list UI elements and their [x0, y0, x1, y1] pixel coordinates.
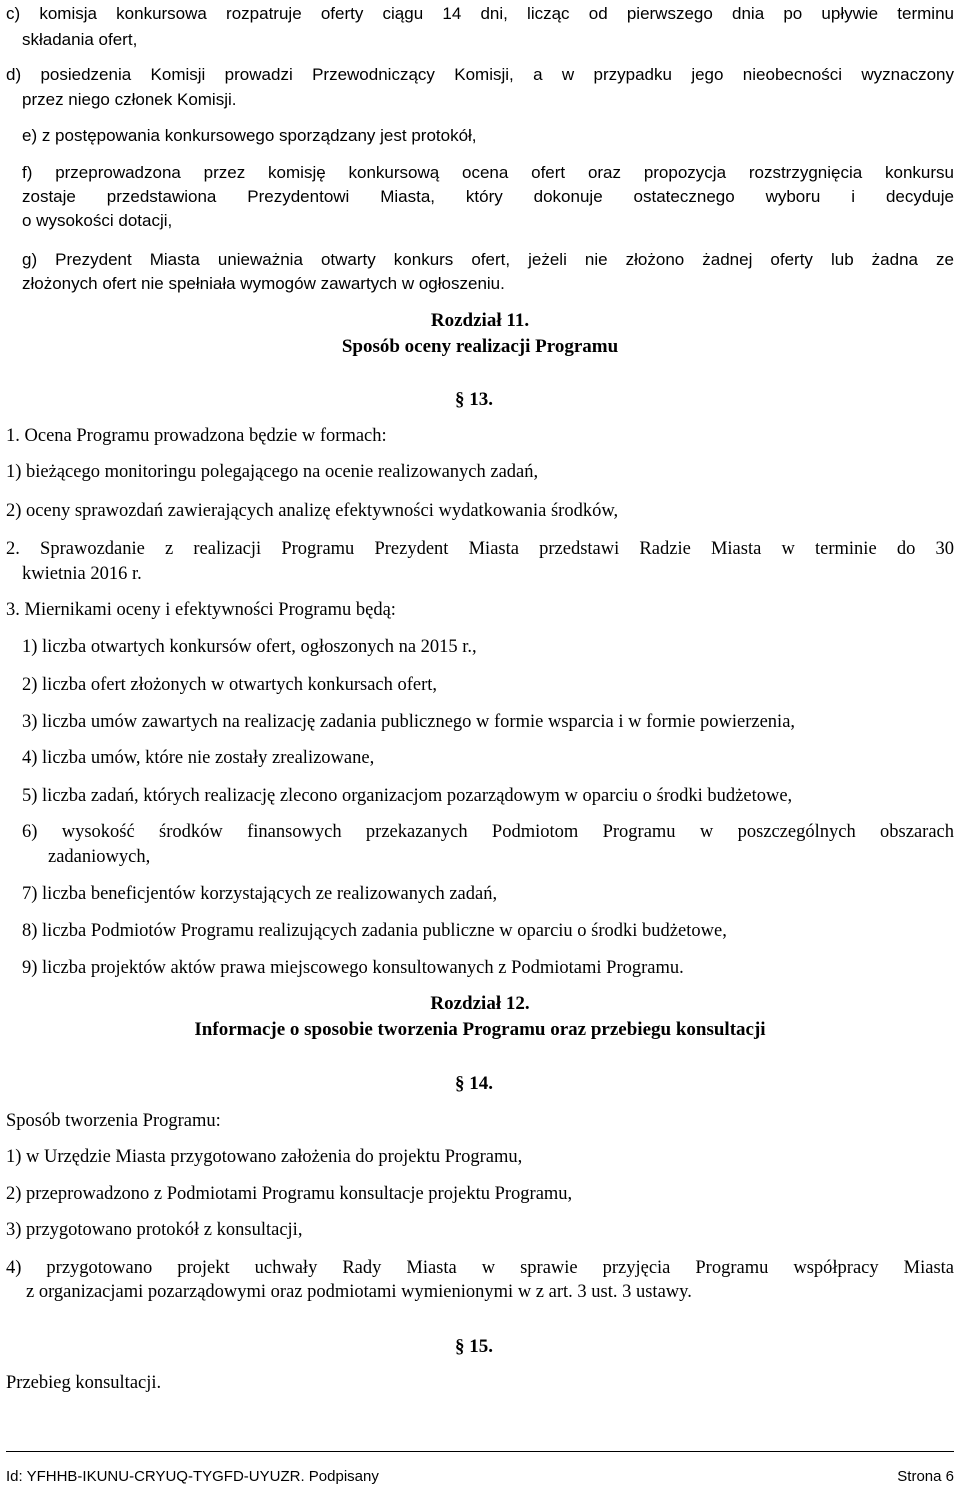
item-e: e) z postępowania konkursowego sporządzany jest protokół, — [22, 126, 477, 145]
miernik-4: 4) liczba umów, które nie zostały zrealizowane, — [22, 748, 375, 768]
mierniki-intro: 3. Miernikami oceny i efektywności Programu będą: — [6, 600, 396, 620]
paragraph-13-marker — [455, 388, 493, 412]
item-g-line2: złożonych ofert nie spełniała wymogów zawartych w ogłoszeniu. — [22, 274, 505, 293]
paragraph-15-number: 15. — [469, 1336, 493, 1357]
item-c-line1: c) komisja konkursowa rozpatruje oferty ciągu 14 dni, licząc od pierwszego dnia po upływie terminu — [6, 4, 954, 23]
tworzenie-item-2: 2) przeprowadzono z Podmiotami Programu konsultacje projektu Programu, — [6, 1184, 573, 1204]
tworzenie-item-1: 1) w Urzędzie Miasta przygotowano założenia do projektu Programu, — [6, 1147, 523, 1167]
ocena-item-1: 1) bieżącego monitoringu polegającego na ocenie realizowanych zadań, — [6, 462, 539, 482]
ocena-item-2: 2) oceny sprawozdań zawierających analizę efektywności wydatkowania środków, — [6, 501, 619, 521]
section-sign: § — [455, 389, 465, 410]
item-f-line3: o wysokości dotacji, — [22, 211, 173, 230]
footer-divider — [6, 1451, 954, 1452]
document-id: Id: YFHHB-IKUNU-CRYUQ-TYGFD-UYUZR. Podpisany — [6, 1468, 379, 1485]
miernik-6-line2: zadaniowych, — [48, 847, 151, 867]
section-sign: § — [455, 1336, 465, 1357]
paragraph-14-marker — [455, 1072, 493, 1096]
miernik-5: 5) liczba zadań, których realizację zlecono organizacjom pozarządowym w oparciu o środki budżetowe, — [22, 786, 793, 806]
miernik-1: 1) liczba otwartych konkursów ofert, ogłoszonych na 2015 r., — [22, 637, 477, 657]
sprawozdanie-line2: kwietnia 2016 r. — [22, 564, 142, 584]
chapter-11-heading: Rozdział 11. — [430, 310, 530, 331]
miernik-7: 7) liczba beneficjentów korzystających ze realizowanych zadań, — [22, 884, 498, 904]
tworzenie-item-4-line2: z organizacjami pozarządowymi oraz podmiotami wymienionymi w z art. 3 ust. 3 ustawy. — [26, 1282, 692, 1302]
ocena-intro: 1. Ocena Programu prowadzona będzie w formach: — [6, 426, 387, 446]
section-sign: § — [455, 1073, 465, 1094]
sprawozdanie-line1: 2. Sprawozdanie z realizacji Programu Prezydent Miasta przedstawi Radzie Miasta w terminie do 30 — [6, 539, 954, 559]
item-f-line2: zostaje przedstawiona Prezydentowi Miasta, który dokonuje ostatecznego wyboru i decyduje — [22, 187, 954, 206]
tworzenie-item-4-line1: 4) przygotowano projekt uchwały Rady Miasta w sprawie przyjęcia Programu współpracy Miasta — [6, 1258, 954, 1278]
miernik-8: 8) liczba Podmiotów Programu realizujących zadania publiczne w oparciu o środki budżetowe, — [22, 921, 727, 941]
miernik-9: 9) liczba projektów aktów prawa miejscowego konsultowanych z Podmiotami Programu. — [22, 958, 684, 978]
chapter-11-title: Sposób oceny realizacji Programu — [341, 336, 619, 357]
item-c-line2: składania ofert, — [22, 30, 138, 49]
miernik-6-line1: 6) wysokość środków finansowych przekazanych Podmiotom Programu w poszczególnych obszarach — [22, 822, 954, 842]
item-g-line1: g) Prezydent Miasta unieważnia otwarty konkurs ofert, jeżeli nie złożono żadnej oferty lub żadna ze — [22, 250, 954, 269]
item-d-line2: przez niego członek Komisji. — [22, 90, 237, 109]
przebieg-konsultacji: Przebieg konsultacji. — [6, 1373, 162, 1393]
item-d-line1: d) posiedzenia Komisji prowadzi Przewodniczący Komisji, a w przypadku jego nieobecności wyznaczony — [6, 65, 954, 84]
tworzenie-item-3: 3) przygotowano protokół z konsultacji, — [6, 1220, 303, 1240]
chapter-12-heading: Rozdział 12. — [430, 993, 530, 1014]
paragraph-14-number: 14. — [469, 1073, 493, 1094]
item-f-line1: f) przeprowadzona przez komisję konkursową ocena ofert oraz propozycja rozstrzygnięcia konkursu — [22, 163, 954, 182]
miernik-3: 3) liczba umów zawartych na realizację zadania publicznego w formie wsparcia i w formie powierzenia, — [22, 712, 796, 732]
paragraph-13-number: 13. — [469, 389, 493, 410]
paragraph-15-marker — [455, 1335, 493, 1359]
page-number: Strona 6 — [897, 1468, 954, 1485]
tworzenie-intro: Sposób tworzenia Programu: — [6, 1111, 221, 1131]
miernik-2: 2) liczba ofert złożonych w otwartych konkursach ofert, — [22, 675, 438, 695]
chapter-12-title: Informacje o sposobie tworzenia Programu oraz przebiegu konsultacji — [194, 1019, 766, 1040]
